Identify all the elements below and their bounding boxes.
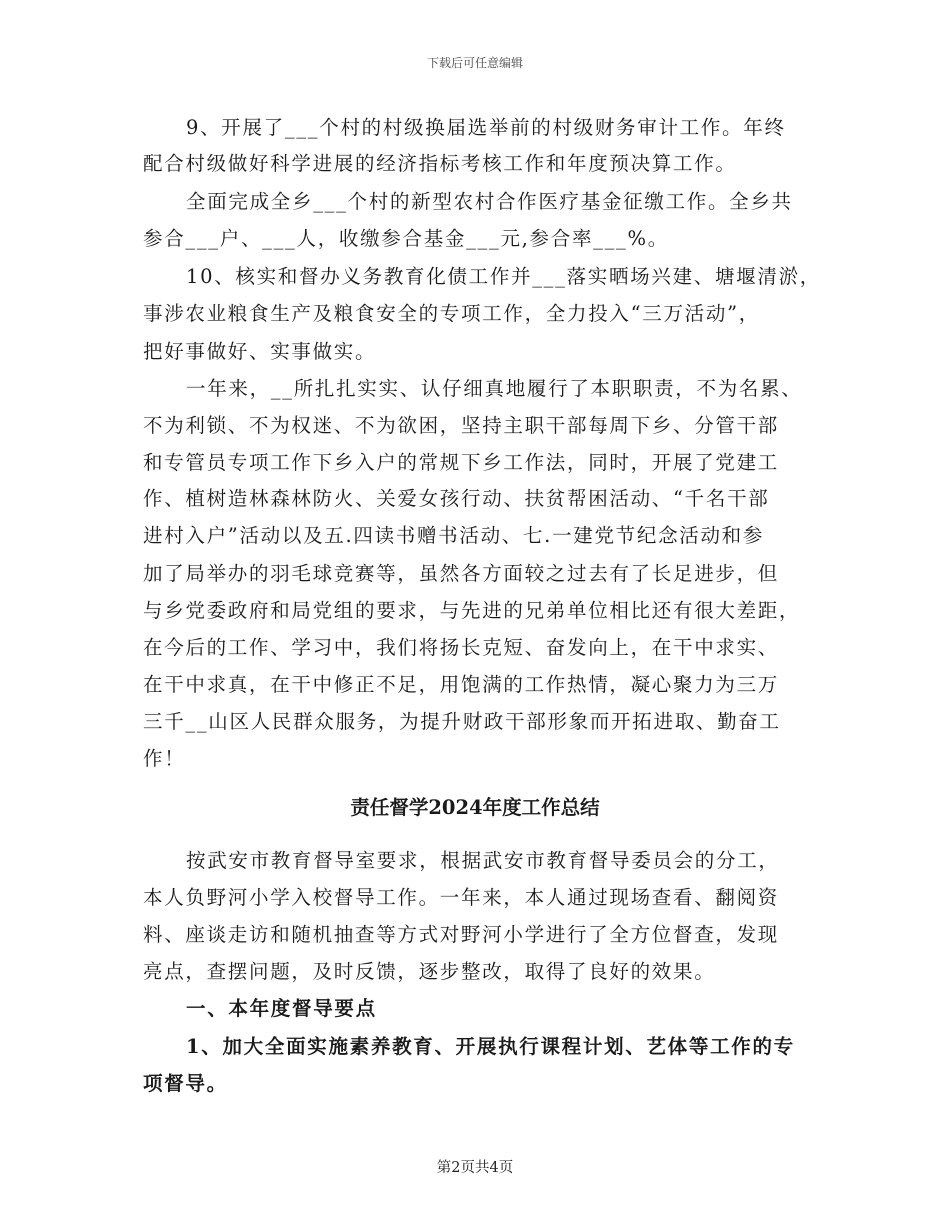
document-title: 责任督学2024年度工作总结	[350, 796, 600, 819]
body-line: 加了局举办的羽毛球竞赛等，虽然各方面较之过去有了长足进步，但	[143, 562, 780, 585]
body-line: 10、核实和督办义务教育化债工作并___落实晒场兴建、塘堰清淤，	[186, 265, 821, 288]
body-line: 进村入户”活动以及五.四读书赠书活动、七.一建党节纪念活动和参	[143, 524, 765, 547]
body-line: 把好事做好、实事做实。	[143, 340, 377, 363]
header-note: 下载后可任意编辑	[426, 56, 523, 70]
body-line: 三千__山区人民群众服务，为提升财政干部形象而开拓进取、勤奋工	[143, 710, 781, 733]
body-line: 在今后的工作、学习中，我们将扬长克短、奋发向上，在干中求实、	[143, 636, 780, 659]
body-line: 按武安市教育督导室要求，根据武安市教育督导委员会的分工，	[186, 849, 780, 872]
body-line: 料、座谈走访和随机抽查等方式对野河小学进行了全方位督查，发现	[143, 923, 780, 946]
body-line: 亮点，查摆问题，及时反馈，逐步整改，取得了良好的效果。	[143, 960, 716, 983]
body-line: 不为利锁、不为权迷、不为欲困，坚持主职干部每周下乡、分管干部	[143, 414, 780, 437]
body-line: 9、开展了___个村的村级换届选举前的村级财务审计工作。年终	[186, 116, 786, 139]
body-line: 一年来，__所扎扎实实、认仔细真地履行了本职职责，不为名累、	[186, 377, 803, 400]
body-line: 本人负野河小学入校督导工作。一年来，本人通过现场查看、翻阅资	[143, 886, 780, 909]
body-line: 全面完成全乡___个村的新型农村合作医疗基金征缴工作。全乡共	[186, 190, 793, 213]
body-line: 作、植树造林森林防火、关爱女孩行动、扶贫帮困活动、“千名干部	[143, 487, 770, 510]
body-line: 参合___户、___人，收缴参合基金___元,参合率___%。	[143, 227, 669, 250]
page-number: 第2页共4页	[436, 1160, 514, 1176]
subsection-heading: 项督导。	[143, 1072, 228, 1095]
section-heading: 一、本年度督导要点	[186, 997, 377, 1020]
body-line: 和专管员专项工作下乡入户的常规下乡工作法，同时，开展了党建工	[143, 451, 780, 474]
body-line: 作！	[143, 747, 186, 770]
body-line: 配合村级做好科学进展的经济指标考核工作和年度预决算工作。	[143, 152, 737, 175]
body-line: 事涉农业粮食生产及粮食安全的专项工作，全力投入“三万活动”，	[143, 302, 760, 325]
body-line: 在干中求真，在干中修正不足，用饱满的工作热情，凝心聚力为三万	[143, 673, 780, 696]
subsection-heading: 1、加大全面实施素养教育、开展执行课程计划、艺体等工作的专	[186, 1035, 795, 1058]
body-line: 与乡党委政府和局党组的要求，与先进的兄弟单位相比还有很大差距，	[143, 599, 801, 622]
